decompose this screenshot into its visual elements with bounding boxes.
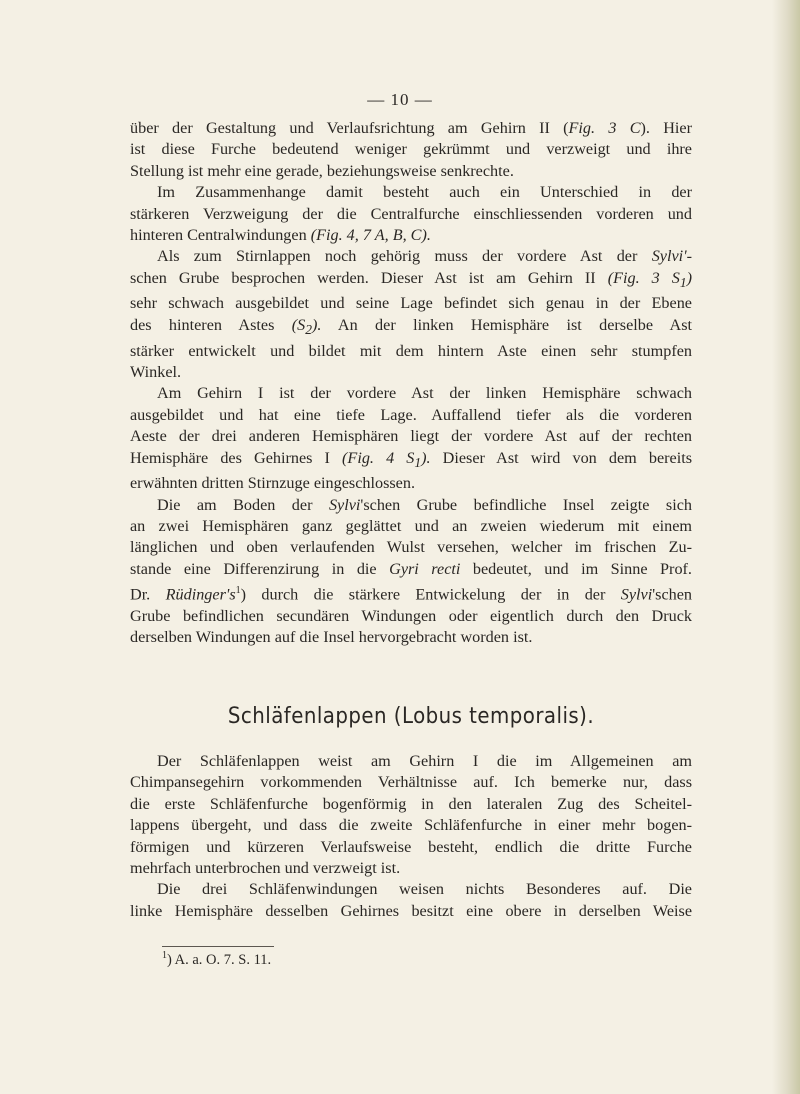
- text-line: Stellung ist mehr eine gerade, beziehungsweise senkrechte.: [130, 161, 514, 180]
- text-line: Die drei Schläfenwindungen weisen nichts Besonderes auf. Die: [157, 880, 692, 899]
- section-heading: Schläfenlappen (Lobus temporalis).: [227, 704, 595, 729]
- text-line: an zwei Hemisphären ganz geglättet und an zweien wiederum mit einem: [130, 517, 692, 536]
- footnote: $^1$) A. a. O. 7. S. 11.: [162, 950, 272, 968]
- text-line: sehr schwach ausgebildet und seine Lage befindet sich genau in der Ebene: [130, 294, 692, 313]
- text-line: länglichen und oben verlaufenden Wulst versehen, welcher im frischen Zu-: [130, 538, 692, 557]
- text-line: Dr. $Rüdinger's^1$) durch die stärkere Entwickelung der in der Sylvi'schen: [130, 585, 693, 604]
- text-line: ausgebildet und hat eine tiefe Lage. Auffallend tiefer als die vorderen: [130, 405, 692, 424]
- text-line: derselben Windungen auf die Insel hervorgebracht worden ist.: [130, 628, 533, 647]
- text-line: Am Gehirn I ist der vordere Ast der linken Hemisphäre schwach: [157, 384, 692, 403]
- text-line: Als zum Stirnlappen noch gehörig muss der vordere Ast der Sylvi'-: [157, 247, 692, 266]
- text-line: Die am Boden der Sylvi'schen Grube befindliche Insel zeigte sich: [157, 495, 692, 514]
- text-line: Aeste der drei anderen Hemisphären liegt der vordere Ast auf der rechten: [130, 427, 692, 446]
- text-line: förmigen und kürzeren Verlaufsweise besteht, endlich die dritte Furche: [130, 837, 692, 856]
- text-line: erwähnten dritten Stirnzuge eingeschlossen.: [130, 474, 415, 493]
- page-number: — 10 —: [367, 90, 433, 109]
- text-line: Im Zusammenhange damit besteht auch ein Unterschied in der: [157, 183, 692, 202]
- text-line: Grube befindlichen secundären Windungen oder eigentlich durch den Druck: [130, 607, 692, 626]
- text-line: ist diese Furche bedeutend weniger gekrümmt und verzweigt und ihre: [130, 140, 692, 159]
- text-line: Winkel.: [130, 362, 182, 381]
- text-line: stärkeren Verzweigung der die Centralfurche einschliessenden vorderen und: [130, 204, 692, 223]
- text-line: stärker entwickelt und bildet mit dem hintern Aste einen sehr stumpfen: [130, 341, 692, 360]
- text-line: stande eine Differenzirung in die Gyri recti bedeutet, und im Sinne Prof.: [130, 559, 692, 578]
- text-line: Hemisphäre des Gehirnes I (Fig. 4 $S_1$). Dieser Ast wird von dem bereits: [130, 448, 693, 470]
- text-line: linke Hemisphäre desselben Gehirnes besitzt eine obere in derselben Weise: [130, 901, 692, 920]
- text-line: mehrfach unterbrochen und verzweigt ist.: [130, 859, 401, 878]
- text-line: die erste Schläfenfurche bogenförmig in den lateralen Zug des Scheitel-: [130, 794, 692, 813]
- text-line: des hinteren Astes $(S_2)$. An der linken Hemisphäre ist derselbe Ast: [130, 315, 692, 338]
- body-text-upper: [130, 118, 692, 649]
- page-edge-shadow: [772, 0, 800, 1094]
- text-line: lappens übergeht, und dass die zweite Schläfenfurche in einer mehr bogen-: [130, 816, 692, 835]
- text-line: über der Gestaltung und Verlaufsrichtung am Gehirn II (Fig. 3 C). Hier: [130, 119, 692, 137]
- text-line: hinteren Centralwindungen (Fig. 4, 7 A, B, C).: [130, 226, 431, 245]
- text-line: Chimpansegehirn vorkommenden Verhältnisse auf. Ich bemerke nur, dass: [130, 773, 692, 792]
- text-line: schen Grube besprochen werden. Dieser Ast ist am Gehirn II (Fig. 3 $S_1$): [130, 268, 693, 291]
- footnote-rule: [162, 946, 274, 947]
- body-text-lower: [130, 751, 692, 922]
- text-line: Der Schläfenlappen weist am Gehirn I die im Allgemeinen am: [157, 752, 692, 770]
